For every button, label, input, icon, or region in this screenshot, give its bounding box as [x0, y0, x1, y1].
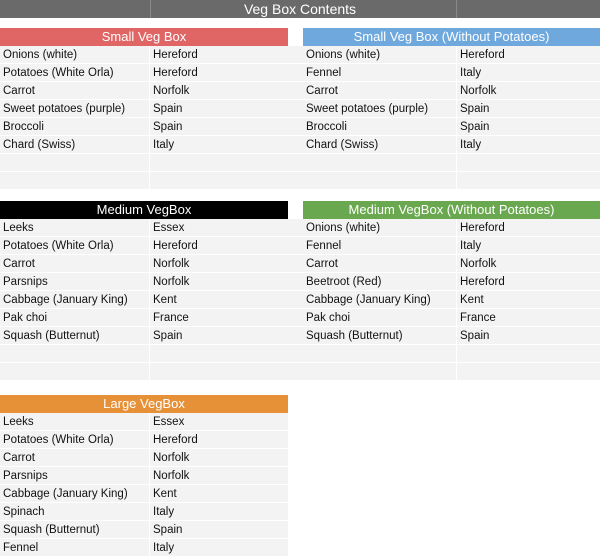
- gutter-cell: [288, 154, 303, 172]
- box-header: Small Veg Box (Without Potatoes): [303, 28, 600, 46]
- table-row: [303, 309, 600, 327]
- vegetable-cell[interactable]: Spinach: [0, 503, 150, 520]
- table-row: [303, 100, 600, 118]
- gutter-cell: [288, 273, 303, 291]
- origin-cell[interactable]: France: [460, 312, 496, 324]
- table-row: [0, 431, 288, 449]
- box-header: Medium VegBox (Without Potatoes): [303, 201, 600, 219]
- vegetable-cell[interactable]: Carrot: [0, 255, 150, 272]
- table-row: [0, 449, 288, 467]
- origin-cell[interactable]: Spain: [153, 330, 183, 342]
- vegetable-cell[interactable]: Parsnips: [0, 467, 150, 484]
- vegetable-cell[interactable]: Sweet potatoes (purple): [303, 100, 457, 117]
- vegetable-cell[interactable]: Potatoes (White Orla): [0, 237, 150, 254]
- origin-cell[interactable]: [457, 172, 600, 189]
- origin-cell[interactable]: [457, 345, 600, 362]
- table-row: [0, 100, 288, 118]
- origin-cell[interactable]: Italy: [153, 139, 175, 151]
- table-row: [0, 291, 288, 309]
- box-header: Medium VegBox: [0, 201, 288, 219]
- table-row: [303, 363, 600, 381]
- table-row: [0, 82, 288, 100]
- vegetable-cell[interactable]: Chard (Swiss): [303, 136, 457, 153]
- origin-cell[interactable]: Hereford: [460, 49, 505, 61]
- vegetable-cell[interactable]: Cabbage (January King): [303, 291, 457, 308]
- gutter-cell: [288, 100, 303, 118]
- origin-cell[interactable]: Hereford: [153, 240, 198, 252]
- gutter-cell: [288, 237, 303, 255]
- origin-cell[interactable]: [457, 363, 600, 380]
- table-row: [0, 46, 288, 64]
- table-row: [303, 237, 600, 255]
- vegetable-cell[interactable]: Fennel: [303, 64, 457, 81]
- origin-cell[interactable]: Italy: [460, 240, 482, 252]
- origin-cell[interactable]: Norfolk: [460, 85, 497, 97]
- gutter-cell: [288, 136, 303, 154]
- vegetable-cell[interactable]: Pak choi: [303, 309, 457, 326]
- origin-cell[interactable]: [457, 154, 600, 171]
- origin-cell[interactable]: Hereford: [153, 434, 198, 446]
- gutter-cell: [288, 327, 303, 345]
- vegetable-cell[interactable]: Fennel: [0, 539, 150, 556]
- gutter-cell: [288, 345, 303, 363]
- table-row: [303, 46, 600, 64]
- origin-cell[interactable]: Kent: [460, 294, 484, 306]
- table-row: [303, 118, 600, 136]
- origin-cell[interactable]: Hereford: [460, 222, 505, 234]
- gutter-cell: [288, 118, 303, 136]
- table-row: [303, 82, 600, 100]
- sheet-title: Veg Box Contents: [243, 1, 357, 17]
- box-medium: [0, 201, 288, 381]
- gutter-cell: [288, 172, 303, 190]
- vegetable-cell[interactable]: Carrot: [0, 449, 150, 466]
- table-row: [0, 118, 288, 136]
- origin-cell[interactable]: Norfolk: [153, 258, 190, 270]
- table-row: [303, 64, 600, 82]
- vegetable-cell[interactable]: Beetroot (Red): [303, 273, 457, 290]
- gutter-cell: [288, 291, 303, 309]
- vegetable-cell[interactable]: Pak choi: [0, 309, 150, 326]
- origin-cell[interactable]: Hereford: [460, 276, 505, 288]
- table-row: [303, 345, 600, 363]
- box-header: Small Veg Box: [0, 28, 288, 46]
- table-row: [303, 219, 600, 237]
- origin-cell[interactable]: Norfolk: [153, 85, 190, 97]
- table-row: [303, 154, 600, 172]
- vegetable-cell[interactable]: Broccoli: [303, 118, 457, 135]
- origin-cell[interactable]: Hereford: [153, 49, 198, 61]
- sheet-title-bar: [0, 0, 600, 18]
- origin-cell[interactable]: Kent: [153, 294, 177, 306]
- table-row: [303, 136, 600, 154]
- vegetable-cell[interactable]: [303, 154, 457, 171]
- vegetable-cell[interactable]: Squash (Butternut): [303, 327, 457, 344]
- origin-cell[interactable]: [150, 154, 288, 171]
- vegetable-cell[interactable]: Onions (white): [303, 219, 457, 236]
- table-row: [0, 521, 288, 539]
- origin-cell[interactable]: [150, 172, 288, 189]
- table-row: [0, 345, 288, 363]
- origin-cell[interactable]: Spain: [460, 330, 490, 342]
- vegetable-cell[interactable]: Onions (white): [303, 46, 457, 63]
- origin-cell[interactable]: Italy: [153, 542, 175, 554]
- box-header: Large VegBox: [0, 395, 288, 413]
- vegetable-cell[interactable]: Onions (white): [0, 46, 150, 63]
- box-medium-without-potatoes: [303, 201, 600, 381]
- origin-cell[interactable]: [150, 345, 288, 362]
- vegetable-cell[interactable]: Carrot: [303, 255, 457, 272]
- origin-cell[interactable]: Norfolk: [153, 470, 190, 482]
- origin-cell[interactable]: France: [153, 312, 189, 324]
- table-row: [0, 327, 288, 345]
- origin-cell[interactable]: Italy: [153, 506, 175, 518]
- origin-cell[interactable]: Norfolk: [153, 276, 190, 288]
- vegetable-cell[interactable]: Cabbage (January King): [0, 291, 150, 308]
- origin-cell[interactable]: Norfolk: [460, 258, 497, 270]
- vegetable-cell[interactable]: [0, 154, 150, 171]
- gutter: [288, 46, 303, 190]
- table-row: [0, 219, 288, 237]
- gutter-cell: [288, 363, 303, 381]
- table-row: [0, 413, 288, 431]
- gutter-cell: [288, 255, 303, 273]
- gutter-cell: [288, 64, 303, 82]
- vegetable-cell[interactable]: Parsnips: [0, 273, 150, 290]
- table-row: [0, 273, 288, 291]
- gutter-cell: [288, 219, 303, 237]
- origin-cell[interactable]: Italy: [460, 139, 482, 151]
- vegetable-cell[interactable]: [303, 345, 457, 362]
- box-small-without-potatoes: [303, 28, 600, 190]
- table-row: [303, 172, 600, 190]
- origin-cell[interactable]: Spain: [460, 121, 490, 133]
- origin-cell[interactable]: Spain: [153, 121, 183, 133]
- table-row: [0, 363, 288, 381]
- vegetable-cell[interactable]: Cabbage (January King): [0, 485, 150, 502]
- origin-cell[interactable]: Essex: [153, 222, 185, 234]
- vegetable-cell[interactable]: [0, 172, 150, 189]
- vegetable-cell[interactable]: Potatoes (White Orla): [0, 431, 150, 448]
- vegetable-cell[interactable]: [0, 363, 150, 380]
- table-row: [0, 309, 288, 327]
- origin-cell[interactable]: Spain: [153, 524, 183, 536]
- title-divider: [150, 0, 151, 18]
- origin-cell[interactable]: Spain: [153, 103, 183, 115]
- table-row: [0, 503, 288, 521]
- vegetable-cell[interactable]: Carrot: [0, 82, 150, 99]
- table-row: [0, 154, 288, 172]
- origin-cell[interactable]: Hereford: [153, 67, 198, 79]
- vegetable-cell[interactable]: Broccoli: [0, 118, 150, 135]
- gutter-cell: [288, 309, 303, 327]
- vegetable-cell[interactable]: Carrot: [303, 82, 457, 99]
- table-row: [0, 485, 288, 503]
- vegetable-cell[interactable]: Squash (Butternut): [0, 327, 150, 344]
- vegetable-cell[interactable]: Squash (Butternut): [0, 521, 150, 538]
- origin-cell[interactable]: [150, 363, 288, 380]
- table-row: [303, 273, 600, 291]
- origin-cell[interactable]: Kent: [153, 488, 177, 500]
- table-row: [0, 237, 288, 255]
- vegetable-cell[interactable]: Sweet potatoes (purple): [0, 100, 150, 117]
- box-small: [0, 28, 288, 190]
- box-large: [0, 395, 288, 557]
- table-row: [0, 136, 288, 154]
- gutter-cell: [288, 46, 303, 64]
- vegetable-cell[interactable]: [0, 345, 150, 362]
- table-row: [0, 539, 288, 557]
- table-row: [0, 467, 288, 485]
- origin-cell[interactable]: Essex: [153, 416, 185, 428]
- vegetable-cell[interactable]: Potatoes (White Orla): [0, 64, 150, 81]
- table-row: [303, 327, 600, 345]
- table-row: [0, 64, 288, 82]
- origin-cell[interactable]: Norfolk: [153, 452, 190, 464]
- gutter: [288, 219, 303, 381]
- title-divider: [456, 0, 457, 18]
- origin-cell[interactable]: Spain: [460, 103, 490, 115]
- vegetable-cell[interactable]: Leeks: [0, 413, 150, 430]
- vegetable-cell[interactable]: Fennel: [303, 237, 457, 254]
- vegetable-cell[interactable]: [303, 172, 457, 189]
- origin-cell[interactable]: Italy: [460, 67, 482, 79]
- vegetable-cell[interactable]: Leeks: [0, 219, 150, 236]
- table-row: [0, 255, 288, 273]
- table-row: [303, 291, 600, 309]
- table-row: [0, 172, 288, 190]
- vegetable-cell[interactable]: [303, 363, 457, 380]
- gutter-cell: [288, 82, 303, 100]
- vegetable-cell[interactable]: Chard (Swiss): [0, 136, 150, 153]
- table-row: [303, 255, 600, 273]
